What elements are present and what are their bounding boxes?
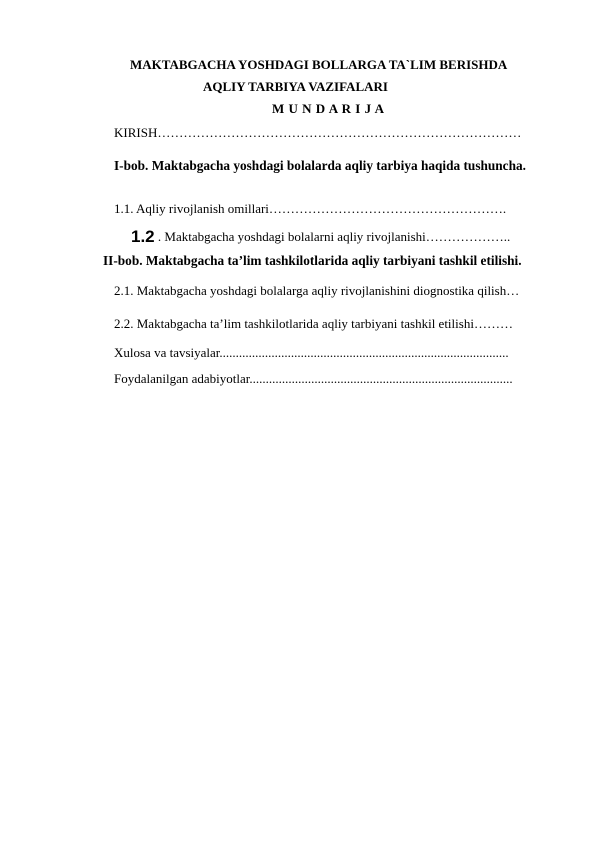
toc-item-2-2: 2.2. Maktabgacha ta’lim tashkilotlarida aqliy tarbiyani tashkil etilishi……… (114, 316, 513, 331)
toc-item-2-1: 2.1. Maktabgacha yoshdagi bolalarga aqliy rivojlanishini diognostika qilish… (114, 283, 520, 298)
toc-chapter-2: II-bob. Maktabgacha ta’lim tashkilotlarida aqliy tarbiyani tashkil etilishi. (103, 253, 522, 268)
toc-intro: KIRISH………………………………………………………………………… (114, 125, 522, 140)
toc-conclusion: Xulosa va tavsiyalar......................................................................................... (114, 345, 509, 360)
toc-item-1-1: 1.1. Aqliy rivojlanish omillari………………………………………………. (114, 201, 507, 216)
toc-chapter-1: I-bob. Maktabgacha yoshdagi bolalarda aqliy tarbiya haqida tushuncha. (114, 158, 526, 173)
document-title-line-2: AQLIY TARBIYA VAZIFALARI (203, 79, 388, 94)
contents-heading: M U N D A R I J A (272, 101, 385, 116)
document-title-line-1: MAKTABGACHA YOSHDAGI BOLLARGA TA`LIM BERISHDA (130, 57, 508, 72)
toc-references: Foydalanilgan adabiyotlar................................................................................. (114, 371, 513, 386)
toc-item-1-2-text: . Maktabgacha yoshdagi bolalarni aqliy rivojlanishi……………….. (154, 229, 511, 244)
toc-item-1-2 (131, 229, 510, 245)
toc-item-1-2-number: 1.2 (131, 227, 155, 246)
